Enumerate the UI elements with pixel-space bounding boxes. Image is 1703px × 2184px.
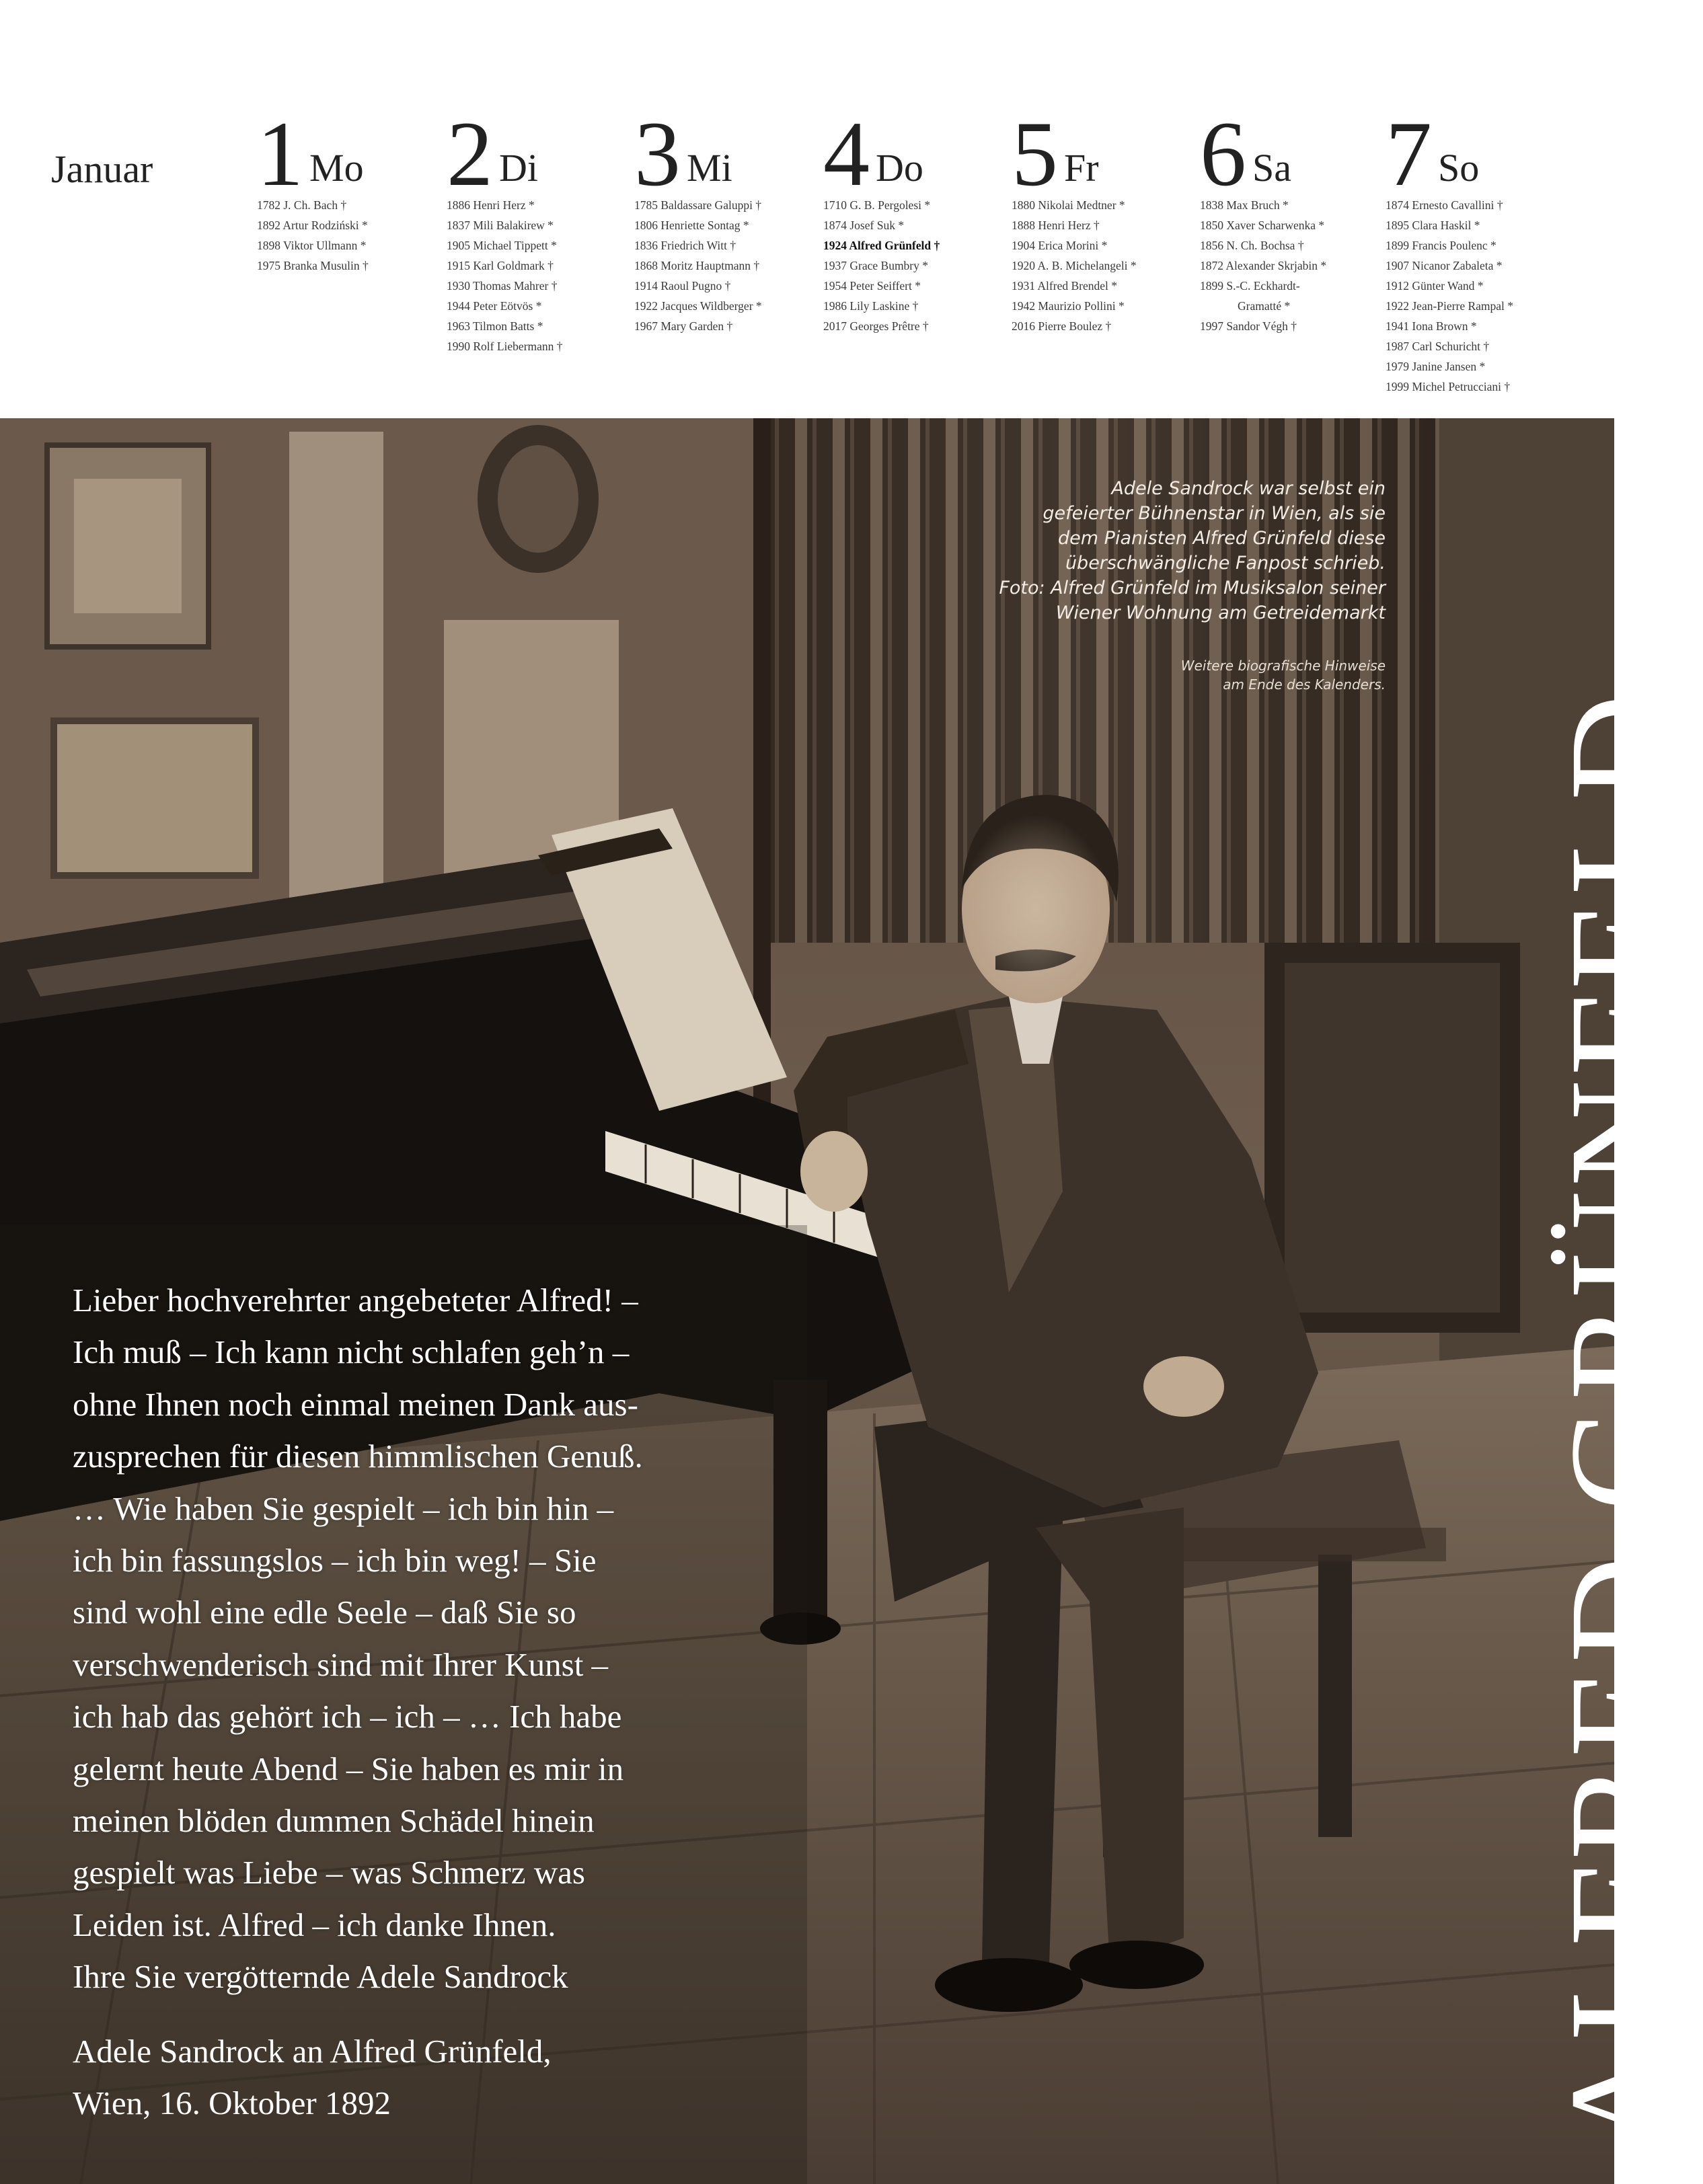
weekday-abbr: Di [499,146,538,190]
calendar-event: 1942 Maurizio Pollini * [1012,299,1125,313]
event-list [634,195,815,336]
calendar-event: 1782 J. Ch. Bach † [257,198,347,212]
calendar-event: 1806 Henriette Sontag * [634,219,749,232]
letter-line: gelernt heute Abend – Sie haben es mir in [73,1750,624,1787]
caption-line: dem Pianisten Alfred Grünfeld diese [1058,528,1386,549]
vertical-name-title: ALFRED GRÜNFELD [1539,690,1703,2152]
calendar-event: 1922 Jean-Pierre Rampal * [1386,299,1514,313]
letter-line: verschwenderisch sind mit Ihrer Kunst – [73,1645,609,1683]
calendar-event: 1987 Carl Schuricht † [1386,340,1490,353]
calendar-event: 1931 Alfred Brendel * [1012,279,1117,292]
day-column-7 [1386,102,1566,397]
letter-line: sind wohl eine edle Seele – daß Sie so [73,1594,576,1631]
calendar-event: 1850 Xaver Scharwenka * [1200,219,1325,232]
source-line: Adele Sandrock an Alfred Grünfeld, [73,2033,552,2070]
calendar-event: 1898 Viktor Ullmann * [257,239,367,252]
calendar-event: 1937 Grace Bumbry * [823,259,929,272]
calendar-event: 1886 Henri Herz * [447,198,535,212]
calendar-event: 1710 G. B. Pergolesi * [823,198,931,212]
calendar-event: 2017 Georges Prêtre † [823,319,929,333]
caption-note-line: am Ende des Kalenders. [1223,676,1386,693]
calendar-event: 1914 Raoul Pugno † [634,279,731,292]
caption-line: Wiener Wohnung am Getreidemarkt [1055,602,1386,623]
calendar-event: 1967 Mary Garden † [634,319,733,333]
caption-line: Foto: Alfred Grünfeld im Musiksalon seiner [999,578,1386,598]
calendar-event: 1944 Peter Eötvös * [447,299,542,313]
letter-source [73,2025,786,2129]
day-number: 3 [634,102,681,205]
letter-line: ich hab das gehört ich – ich – … Ich habe [73,1698,622,1736]
day-number: 2 [447,102,493,205]
calendar-event: 1838 Max Bruch * [1200,198,1289,212]
calendar-event: 1836 Friedrich Witt † [634,239,736,252]
calendar-event: 1979 Janine Jansen * [1386,360,1486,373]
month-label: Januar [51,147,153,191]
day-number: 5 [1012,102,1058,205]
day-number: 4 [823,102,870,205]
photo-caption [969,476,1386,625]
event-list [257,195,437,276]
event-list [1012,195,1192,336]
calendar-event: 1915 Karl Goldmark † [447,259,554,272]
day-column-5 [1012,102,1192,336]
calendar-event: 1922 Jacques Wildberger * [634,299,762,313]
calendar-event: 1912 Günter Wand * [1386,279,1484,292]
calendar-event: 1888 Henri Herz † [1012,219,1100,232]
letter-line: Ihre Sie vergötternde Adele Sandrock [73,1958,568,1996]
letter-line: Ich muß – Ich kann nicht schlafen geh’n – [73,1333,630,1371]
caption-line: Adele Sandrock war selbst ein [1111,478,1386,499]
weekday-abbr: Do [876,146,923,190]
day-number: 1 [257,102,303,205]
event-list [447,195,627,356]
calendar-event: 1899 Francis Poulenc * [1386,239,1497,252]
letter-quote [73,1274,786,2003]
letter-line: zusprechen für diesen himmlischen Genuß. [73,1438,643,1475]
calendar-event: 1975 Branka Musulin † [257,259,369,272]
weekday-abbr: Mi [687,146,732,190]
calendar-event: 1868 Moritz Hauptmann † [634,259,760,272]
calendar-event: 1920 A. B. Michelangeli * [1012,259,1137,272]
letter-line: ich bin fassungslos – ich bin weg! – Sie [73,1542,597,1580]
calendar-event: 1785 Baldassare Galuppi † [634,198,762,212]
calendar-event: 1899 S.-C. Eckhardt- [1200,279,1300,292]
day-column-3 [634,102,815,336]
caption-line: gefeierter Bühnenstar in Wien, als sie [1043,503,1386,524]
letter-line: ohne Ihnen noch einmal meinen Dank aus- [73,1385,638,1423]
event-list [1200,195,1380,336]
calendar-event: 1880 Nikolai Medtner * [1012,198,1125,212]
caption-note-line: Weitere biografische Hinweise [1180,658,1386,674]
day-column-2 [447,102,627,356]
source-line: Wien, 16. Oktober 1892 [73,2084,391,2121]
calendar-header [0,0,1614,418]
calendar-event: 1941 Iona Brown * [1386,319,1477,333]
event-list [1386,195,1566,397]
day-column-1 [257,102,437,276]
calendar-event: 2016 Pierre Boulez † [1012,319,1112,333]
calendar-event: 1874 Josef Suk * [823,219,905,232]
weekday-abbr: Fr [1064,146,1099,190]
calendar-event: 1954 Peter Seiffert * [823,279,921,292]
calendar-event: 1895 Clara Haskil * [1386,219,1480,232]
calendar-event: 1930 Thomas Mahrer † [447,279,558,292]
weekday-abbr: Mo [309,146,364,190]
calendar-event: Gramatté * [1238,299,1291,313]
calendar-event: 1856 N. Ch. Bochsa † [1200,239,1304,252]
calendar-event: 1905 Michael Tippett * [447,239,557,252]
letter-line: Lieber hochverehrter angebeteter Alfred! – [73,1282,638,1319]
event-list [823,195,1004,336]
letter-line: meinen blöden dummen Schädel hinein [73,1802,595,1840]
calendar-event: 1837 Mili Balakirew * [447,219,554,232]
calendar-event: 1907 Nicanor Zabaleta * [1386,259,1503,272]
calendar-event: 1990 Rolf Liebermann † [447,340,563,353]
calendar-event: 1872 Alexander Skrjabin * [1200,259,1327,272]
day-number: 7 [1386,102,1432,205]
calendar-event: 1904 Erica Morini * [1012,239,1108,252]
calendar-event: 1963 Tilmon Batts * [447,319,543,333]
letter-line: … Wie haben Sie gespielt – ich bin hin – [73,1489,614,1527]
calendar-event: 1892 Artur Rodziński * [257,219,368,232]
calendar-event: 1986 Lily Laskine † [823,299,919,313]
day-column-4 [823,102,1004,336]
letter-line: gespielt was Liebe – was Schmerz was [73,1854,585,1892]
letter-line: Leiden ist. Alfred – ich danke Ihnen. [73,1906,556,1943]
calendar-event: 1997 Sandor Végh † [1200,319,1297,333]
calendar-event: 1999 Michel Petrucciani † [1386,380,1511,393]
weekday-abbr: Sa [1252,146,1291,190]
weekday-abbr: So [1438,146,1480,190]
caption-line: überschwängliche Fanpost schrieb. [1065,553,1386,574]
day-column-6 [1200,102,1380,336]
caption-note [1063,656,1386,694]
day-number: 6 [1200,102,1246,205]
calendar-event: 1874 Ernesto Cavallini † [1386,198,1503,212]
calendar-event: 1924 Alfred Grünfeld † [823,239,940,252]
